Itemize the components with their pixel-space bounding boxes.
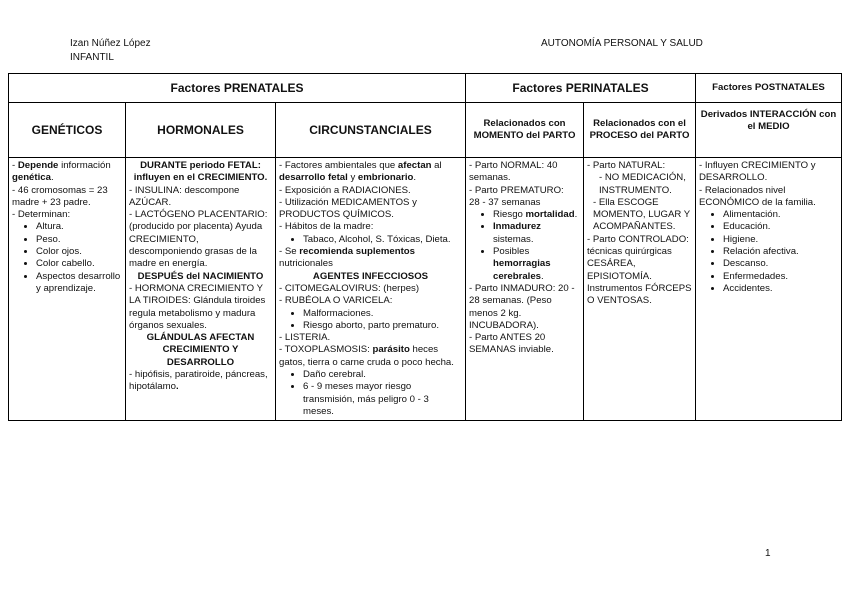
hormonales-cell (126, 158, 276, 421)
group-header-row (9, 74, 842, 103)
list-item: • Relación afectiva. (723, 246, 838, 258)
hormonales-line: - hipófisis, paratiroide, páncreas, hipotálamo. (129, 369, 268, 393)
content-row (9, 158, 842, 421)
list-item: • Educación. (723, 221, 838, 233)
subheader-row (9, 103, 842, 158)
proceso-line: - NO MEDICACIÓN, INSTRUMENTO. (599, 172, 686, 196)
momento-parto-header: Relacionados con MOMENTO del PARTO (466, 103, 584, 158)
list-item: • Accidentes. (723, 283, 838, 295)
momento-line: - Parto ANTES 20 SEMANAS inviable. (469, 332, 554, 356)
agentes-infecciosos-heading: AGENTES INFECCIOSOS (312, 270, 429, 282)
hormonales-line: - LACTÓGENO PLACENTARIO: (producido por placenta) Ayuda CRECIMIENTO, descomponiendo grasas de la madre en energía. (129, 209, 268, 270)
list-item: • Peso. (36, 234, 122, 246)
geneticos-line: - 46 cromosomas = 23 madre + 23 padre. (12, 184, 108, 208)
list-item: • Descanso. (723, 258, 838, 270)
list-item: • Aspectos desarrollo y aprendizaje. (36, 271, 122, 296)
momento-line: - Parto INMADURO: 20 - 28 semanas. (Peso menos 2 kg. INCUBADORA). (469, 282, 575, 331)
circunstanciales-line: - Exposición a RADIACIONES. (279, 184, 411, 196)
circunstanciales-line: - Hábitos de la madre: (279, 221, 374, 233)
circunstanciales-line: - Factores ambientales que afectan al desarrollo fetal y embrionario. (279, 160, 442, 184)
momento-line: - Parto NORMAL: 40 semanas. (469, 160, 558, 184)
hormonales-header: HORMONALES (126, 103, 276, 158)
list-item: • Color ojos. (36, 246, 122, 258)
proceso-parto-header: Relacionados con el PROCESO del PARTO (584, 103, 696, 158)
momento-line: 28 - 37 semanas (469, 196, 541, 208)
proceso-line: - Parto CONTROLADO: técnicas quirúrgicas CESÁREA, EPISIOTOMÍA. Instrumentos FÓRCEPS O VENTOSAS. (587, 233, 692, 307)
list-item: • Posibles hemorragias cerebrales. (493, 246, 580, 283)
postnatal-group-header: Factores POSTNATALES (696, 74, 842, 103)
list-item: • Higiene. (723, 234, 838, 246)
interaccion-line: - Influyen CRECIMIENTO y DESARROLLO. (699, 160, 816, 184)
geneticos-list (12, 221, 122, 295)
circunstanciales-line: - LISTERIA. (279, 332, 331, 344)
habits-list (279, 234, 462, 246)
list-item: • Color cabello. (36, 258, 122, 270)
perinatal-group-header: Factores PERINATALES (466, 74, 696, 103)
prenatal-group-header: Factores PRENATALES (9, 74, 466, 103)
list-item: • Inmadurez sistemas. (493, 221, 580, 246)
proceso-line: - Ella ESCOGE MOMENTO, LUGAR Y ACOMPAÑANTES. (593, 196, 691, 233)
toxoplasmosis-list (279, 369, 462, 418)
interaccion-medio-cell (696, 158, 842, 421)
page-number: 1 (765, 548, 771, 559)
circunstanciales-line: - TOXOPLASMOSIS: parásito heces gatos, tierra o carne cruda o poco hecha. (279, 344, 454, 368)
hormonales-heading: DESPUÉS del NACIMIENTO (137, 270, 264, 282)
hormonales-heading: DURANTE periodo FETAL: influyen en el CRECIMIENTO. (133, 160, 268, 184)
interaccion-list (699, 209, 838, 295)
factors-table (8, 73, 842, 421)
momento-parto-cell (466, 158, 584, 421)
interaccion-line: - Relacionados nivel ECONÓMICO de la familia. (699, 184, 816, 208)
geneticos-line: - Determinan: (12, 209, 71, 221)
author-name: Izan Núñez López (70, 38, 151, 49)
momento-line: - Parto PREMATURO: (469, 184, 564, 196)
list-item: • Daño cerebral. (303, 369, 462, 381)
geneticos-line: - Depende información genética. (12, 160, 111, 184)
circunstanciales-header: CIRCUNSTANCIALES (276, 103, 466, 158)
list-item: • Tabaco, Alcohol, S. Tóxicas, Dieta. (303, 234, 462, 246)
geneticos-cell (9, 158, 126, 421)
list-item: • 6 - 9 meses mayor riesgo transmisión, más peligro 0 - 3 meses. (303, 381, 462, 418)
circunstanciales-line: - Utilización MEDICAMENTOS y PRODUCTOS QUÍMICOS. (279, 196, 417, 221)
circunstanciales-line: - RUBÉOLA O VARICELA: (279, 295, 393, 307)
circunstanciales-cell (276, 158, 466, 421)
proceso-line: - Parto NATURAL: (587, 160, 666, 171)
circunstanciales-line: - CITOMEGALOVIRUS: (herpes) (279, 282, 420, 294)
prematuro-risks-list (469, 209, 580, 283)
list-item: • Alimentación. (723, 209, 838, 221)
hormonales-line: - HORMONA CRECIMIENTO Y LA TIROIDES: Glándula tiroides regula metabolismo y madura órganos sexuales. (129, 282, 266, 331)
course-name: INFANTIL (70, 52, 114, 63)
list-item: • Riesgo mortalidad. (493, 209, 580, 221)
list-item: • Enfermedades. (723, 271, 838, 283)
circunstanciales-line: - Se recomienda suplementos nutricionales (279, 246, 415, 270)
list-item: • Malformaciones. (303, 308, 462, 320)
geneticos-header: GENÉTICOS (9, 103, 126, 158)
hormonales-heading: GLÁNDULAS AFECTAN CRECIMIENTO Y DESARROLLO (146, 332, 255, 368)
list-item: • Altura. (36, 221, 122, 233)
hormonales-line: - INSULINA: descompone AZÚCAR. (129, 184, 240, 208)
list-item: • Riesgo aborto, parto prematuro. (303, 320, 462, 332)
proceso-parto-cell (584, 158, 696, 421)
rubeola-list (279, 308, 462, 333)
interaccion-medio-header: Derivados INTERACCIÓN con el MEDIO (696, 103, 842, 158)
subject-title: AUTONOMÍA PERSONAL Y SALUD (541, 38, 703, 49)
